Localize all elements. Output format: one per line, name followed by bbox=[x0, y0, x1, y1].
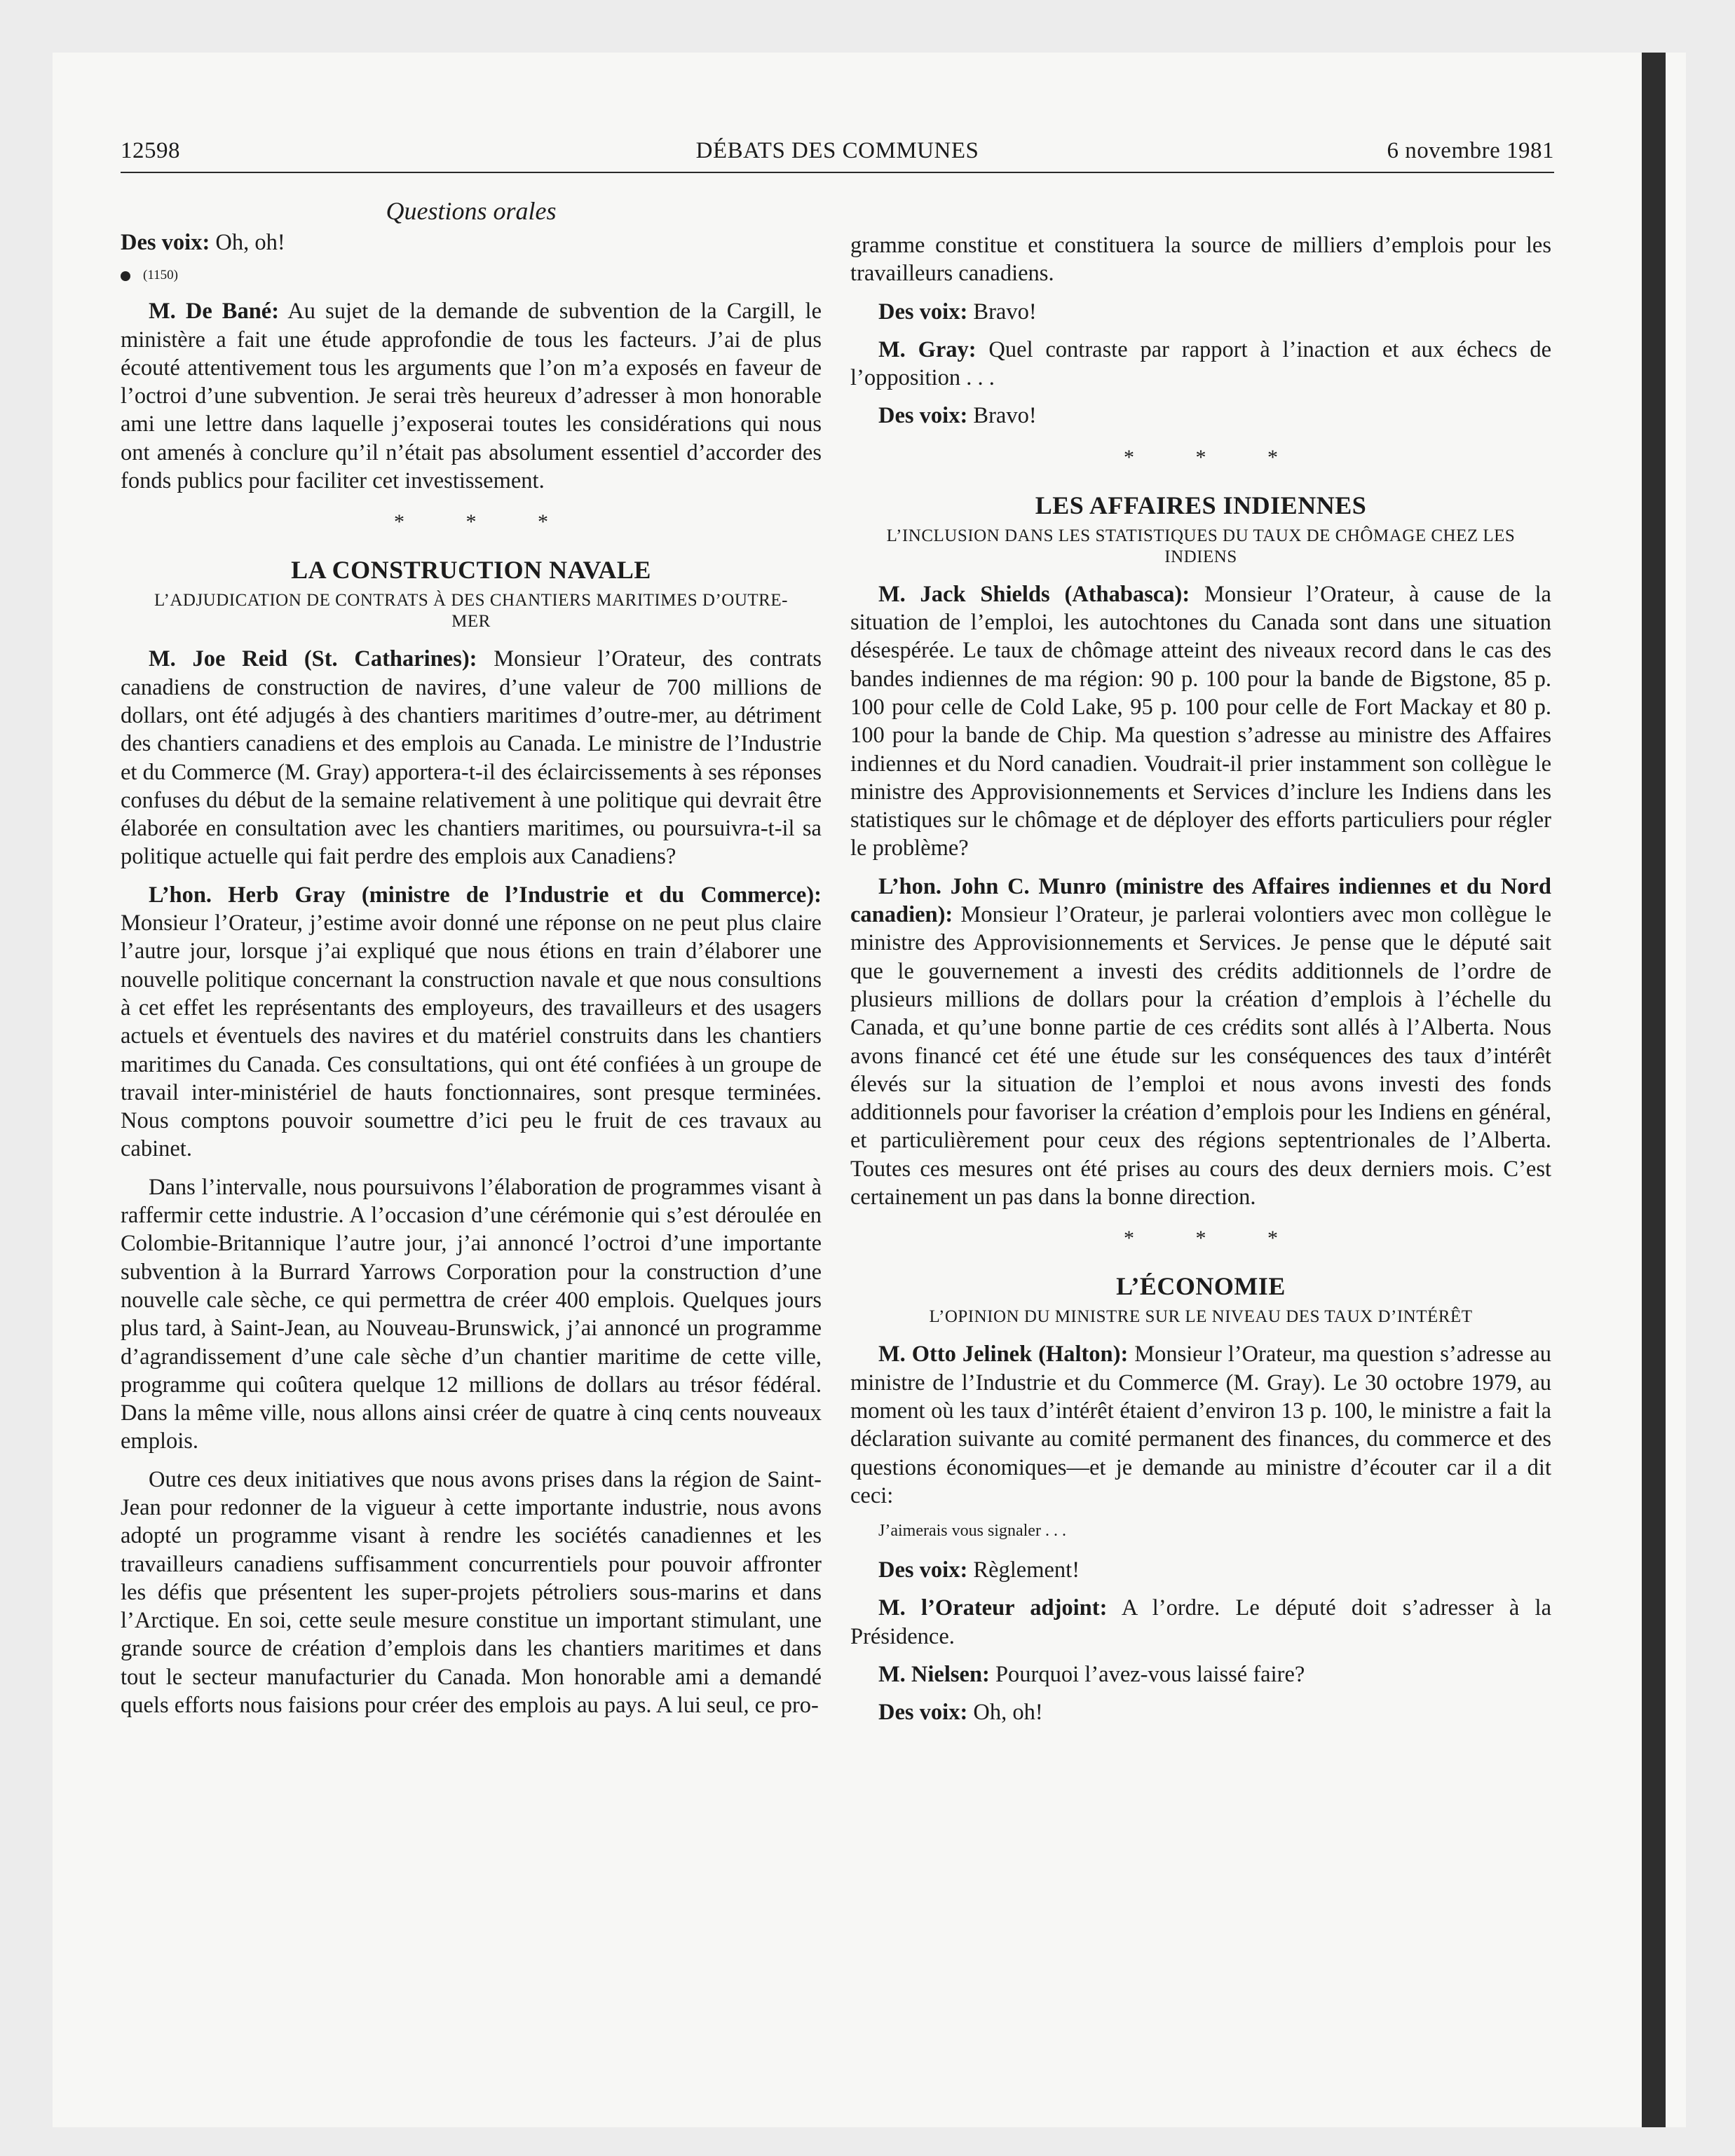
speech-text: Oh, oh! bbox=[210, 230, 285, 255]
section-subheading: L’ADJUDICATION DE CONTRATS À DES CHANTIERS MARITIMES D’OUTRE-MER bbox=[154, 591, 788, 632]
page-number: 12598 bbox=[121, 138, 180, 163]
bullet-icon bbox=[121, 271, 130, 281]
paragraph bbox=[850, 1594, 1551, 1651]
paragraph bbox=[850, 1698, 1551, 1726]
scan-edge-bar bbox=[1642, 53, 1666, 2127]
section-subheading: L’INCLUSION DANS LES STATISTIQUES DU TAUX DE CHÔMAGE CHEZ LES INDIENS bbox=[886, 526, 1516, 566]
speaker-name: M. Jack Shields (Athabasca): bbox=[878, 581, 1190, 607]
section-separator: * * * bbox=[1124, 445, 1306, 469]
speech-text: Bravo! bbox=[967, 299, 1037, 325]
speaker-name: M. Otto Jelinek (Halton): bbox=[878, 1342, 1129, 1367]
speaker-name: M. Joe Reid (St. Catharines): bbox=[149, 646, 477, 672]
speech-text: Règlement! bbox=[967, 1557, 1080, 1583]
section-separator: * * * bbox=[394, 510, 576, 534]
right-column bbox=[850, 231, 1551, 1737]
speaker-name: L’hon. John C. Munro (ministre des Affaires indiennes et du Nord canadien): bbox=[850, 873, 1551, 928]
left-column bbox=[121, 228, 822, 1729]
speech-text: Monsieur l’Orateur, à cause de la situation de l’emploi, les autochtones du Canada sont dans une situation désespérée. Le taux de chômage atteint des niveaux record dans le cas des bandes indiennes de ma région: 90 p. 100 pour la bande de Bigstone, 85 p. 100 pour celle de Cold Lake, 95 p. 100 pour celle de Fort Mackay et 80 p. 100 pour la bande de Chip. Ma question s’adresse au ministre des Affaires indiennes et du Nord canadien. Voudrait-il prier instamment son collègue le ministre des Approvisionnements et Services d’inclure les Indiens dans les statistiques sur le chômage et de déployer des efforts particuliers pour régler le problème? bbox=[850, 581, 1551, 861]
section-heading: L’ÉCONOMIE bbox=[1116, 1272, 1286, 1301]
paragraph: gramme constitue et constituera la source de milliers d’emplois pour les travailleurs canadiens. bbox=[850, 233, 1551, 287]
paragraph bbox=[121, 645, 822, 871]
speech-text: Au sujet de la demande de subvention de la Cargill, le ministère a fait une étude approfondie de tous les facteurs. J’ai de plus écouté attentivement tous les arguments que l’on m’a exposés en faveur de l’octroi d’une subvention. Je serai très heureux d’adresser à mon honorable ami une lettre dans laquelle j’exposerai toutes les considérations qui nous ont amenés à conclure qu’il n’était pas absolument essentiel d’accorder des fonds publics pour faciliter cet investissement. bbox=[121, 299, 822, 494]
speaker-name: M. De Bané: bbox=[149, 299, 280, 325]
section-separator: * * * bbox=[1124, 1227, 1306, 1250]
section-subheading: L’OPINION DU MINISTRE SUR LE NIVEAU DES TAUX D’INTÉRÊT bbox=[929, 1307, 1473, 1327]
paragraph bbox=[121, 881, 822, 1164]
speaker-name: Des voix: bbox=[878, 1557, 968, 1583]
paragraph: Dans l’intervalle, nous poursuivons l’élaboration de programmes visant à raffermir cette industrie. A l’occasion d’une cérémonie qui s’est déroulée en Colombie-Britannique l’autre jour, j’ai annoncé l’octroi d’une importante subvention à la Burrard Yarrows Corporation pour la construction d’une nouvelle cale sèche, ce qui permettra de créer 400 emplois. Quelques jours plus tard, à Saint-Jean, au Nouveau-Brunswick, j’ai annoncé un programme d’agrandissement d’une cale sèche d’un chantier maritime de cette ville, programme qui coûtera quelque 12 millions de dollars au trésor fédéral. Dans la même ville, nous allons ainsi créer de quatre à cinq cents nouveaux emplois. bbox=[121, 1174, 822, 1454]
speaker-name: Des voix: bbox=[878, 403, 968, 429]
paragraph bbox=[850, 1340, 1551, 1510]
speech-text: Monsieur l’Orateur, ma question s’adresse au ministre de l’Industrie et du Commerce (M. Gray). Le 30 octobre 1979, au moment où les taux d’intérêt étaient d’environ 13 p. 100, le ministre a fait la déclaration suivante au comité permanent des finances, du commerce et des questions économiques—et je demande au ministre d’écouter car il a dit ceci: bbox=[850, 1342, 1551, 1508]
speaker-name: Des voix: bbox=[878, 299, 968, 325]
paragraph bbox=[850, 1660, 1551, 1688]
section-heading: LA CONSTRUCTION NAVALE bbox=[291, 556, 651, 585]
paragraph: Outre ces deux initiatives que nous avons prises dans la région de Saint-Jean pour redonner de la vigueur à cette importante industrie, nous avons adopté un programme visant à rendre les sociétés canadiennes et les travailleurs canadiens suffisamment concurrentiels pour pouvoir affronter les défis que présentent les super-projets pétroliers sous-marins et dans l’Arctique. En soi, cette seule mesure constitue un important stimulant, une grande source de création d’emplois dans les chantiers maritimes et dans tout le secteur manufacturier du Canada. Mon honorable ami a demandé quels efforts nous faisions pour créer des emplois au pays. A lui seul, ce pro- bbox=[121, 1466, 822, 1719]
speech-text: Quel contraste par rapport à l’inaction et aux échecs de l’opposition . . . bbox=[850, 336, 1551, 391]
paragraph bbox=[850, 402, 1551, 430]
quotation: J’aimerais vous signaler . . . bbox=[878, 1522, 1066, 1541]
paragraph bbox=[850, 580, 1551, 863]
time-marker-text: (1150) bbox=[143, 268, 178, 283]
speaker-name: M. Nielsen: bbox=[878, 1661, 990, 1687]
running-title: DÉBATS DES COMMUNES bbox=[695, 138, 979, 163]
paragraph bbox=[850, 873, 1551, 1212]
page-date: 6 novembre 1981 bbox=[1387, 138, 1554, 163]
paragraph bbox=[850, 298, 1551, 326]
speech-text: A l’ordre. Le député doit s’adresser à la Présidence. bbox=[850, 1595, 1551, 1649]
speaker-name: L’hon. Herb Gray (ministre de l’Industrie et du Commerce): bbox=[149, 882, 822, 908]
speaker-name: Des voix: bbox=[121, 230, 210, 255]
speech-text: Bravo! bbox=[967, 403, 1037, 429]
page-header bbox=[121, 138, 1554, 173]
paragraph bbox=[850, 336, 1551, 393]
speech-text: Monsieur l’Orateur, je parlerai volontiers avec mon collègue le ministre des Approvisionnements et Services. Je pense que le député sait que le gouvernement a investi des crédits additionnels de l’ordre de plusieurs millions de dollars pour la création d’emplois à l’échelle du Canada, et qu’une bonne partie de ces crédits sont allés à l’Alberta. Nous avons financé cet été une étude sur les conséquences des taux d’intérêt élevés sur la situation de l’emploi et nous avons investi des fonds additionnels pour favoriser la création d’emplois pour les Indiens en général, et particulièrement pour ceux des régions septentrionales de l’Alberta. Toutes ces mesures ont été prises au cours des deux derniers mois. C’est certainement un pas dans la bonne direction. bbox=[850, 902, 1551, 1210]
speaker-name: Des voix: bbox=[878, 1700, 968, 1726]
speaker-name: M. Gray: bbox=[878, 336, 977, 362]
section-heading: LES AFFAIRES INDIENNES bbox=[1035, 491, 1367, 519]
speech-text: Monsieur l’Orateur, des contrats canadiens de construction de navires, d’une valeur de 700 millions de dollars, ont été adjugés à des chantiers maritimes d’outre-mer, au détriment des chantiers canadiens et des emplois au Canada. Le ministre de l’Industrie et du Commerce (M. Gray) apportera-t-il des éclaircissements à ses réponses confuses du début de la semaine relativement à une politique qui devrait être élaborée en consultation avec les chantiers maritimes, ou poursuivra-t-il sa politique actuelle qui fait perdre des emplois aux Canadiens? bbox=[121, 646, 822, 870]
speech-text: Oh, oh! bbox=[967, 1700, 1043, 1726]
speaker-name: M. l’Orateur adjoint: bbox=[878, 1595, 1108, 1621]
paragraph bbox=[121, 228, 822, 257]
paragraph bbox=[850, 1556, 1551, 1584]
speech-text: Pourquoi l’avez-vous laissé faire? bbox=[989, 1661, 1305, 1687]
time-marker bbox=[121, 266, 822, 285]
section-label: Questions orales bbox=[386, 197, 557, 225]
paragraph bbox=[121, 297, 822, 495]
speech-text: Monsieur l’Orateur, j’estime avoir donné une réponse on ne peut plus claire l’autre jour, lorsque j’ai expliqué que nous étions en train d’élaborer une nouvelle politique concernant la construction navale et que nous consultions à cet effet les représentants des employeurs, des travailleurs et des usagers actuels et éventuels des navires et du matériel construits dans les chantiers maritimes du Canada. Ces consultations, qui ont été confiées à un groupe de travail inter-ministériel de hauts fonctionnaires, sont presque terminées. Nous comptons pouvoir soumettre d’ici peu le fruit de ces travaux au cabinet. bbox=[121, 910, 822, 1162]
